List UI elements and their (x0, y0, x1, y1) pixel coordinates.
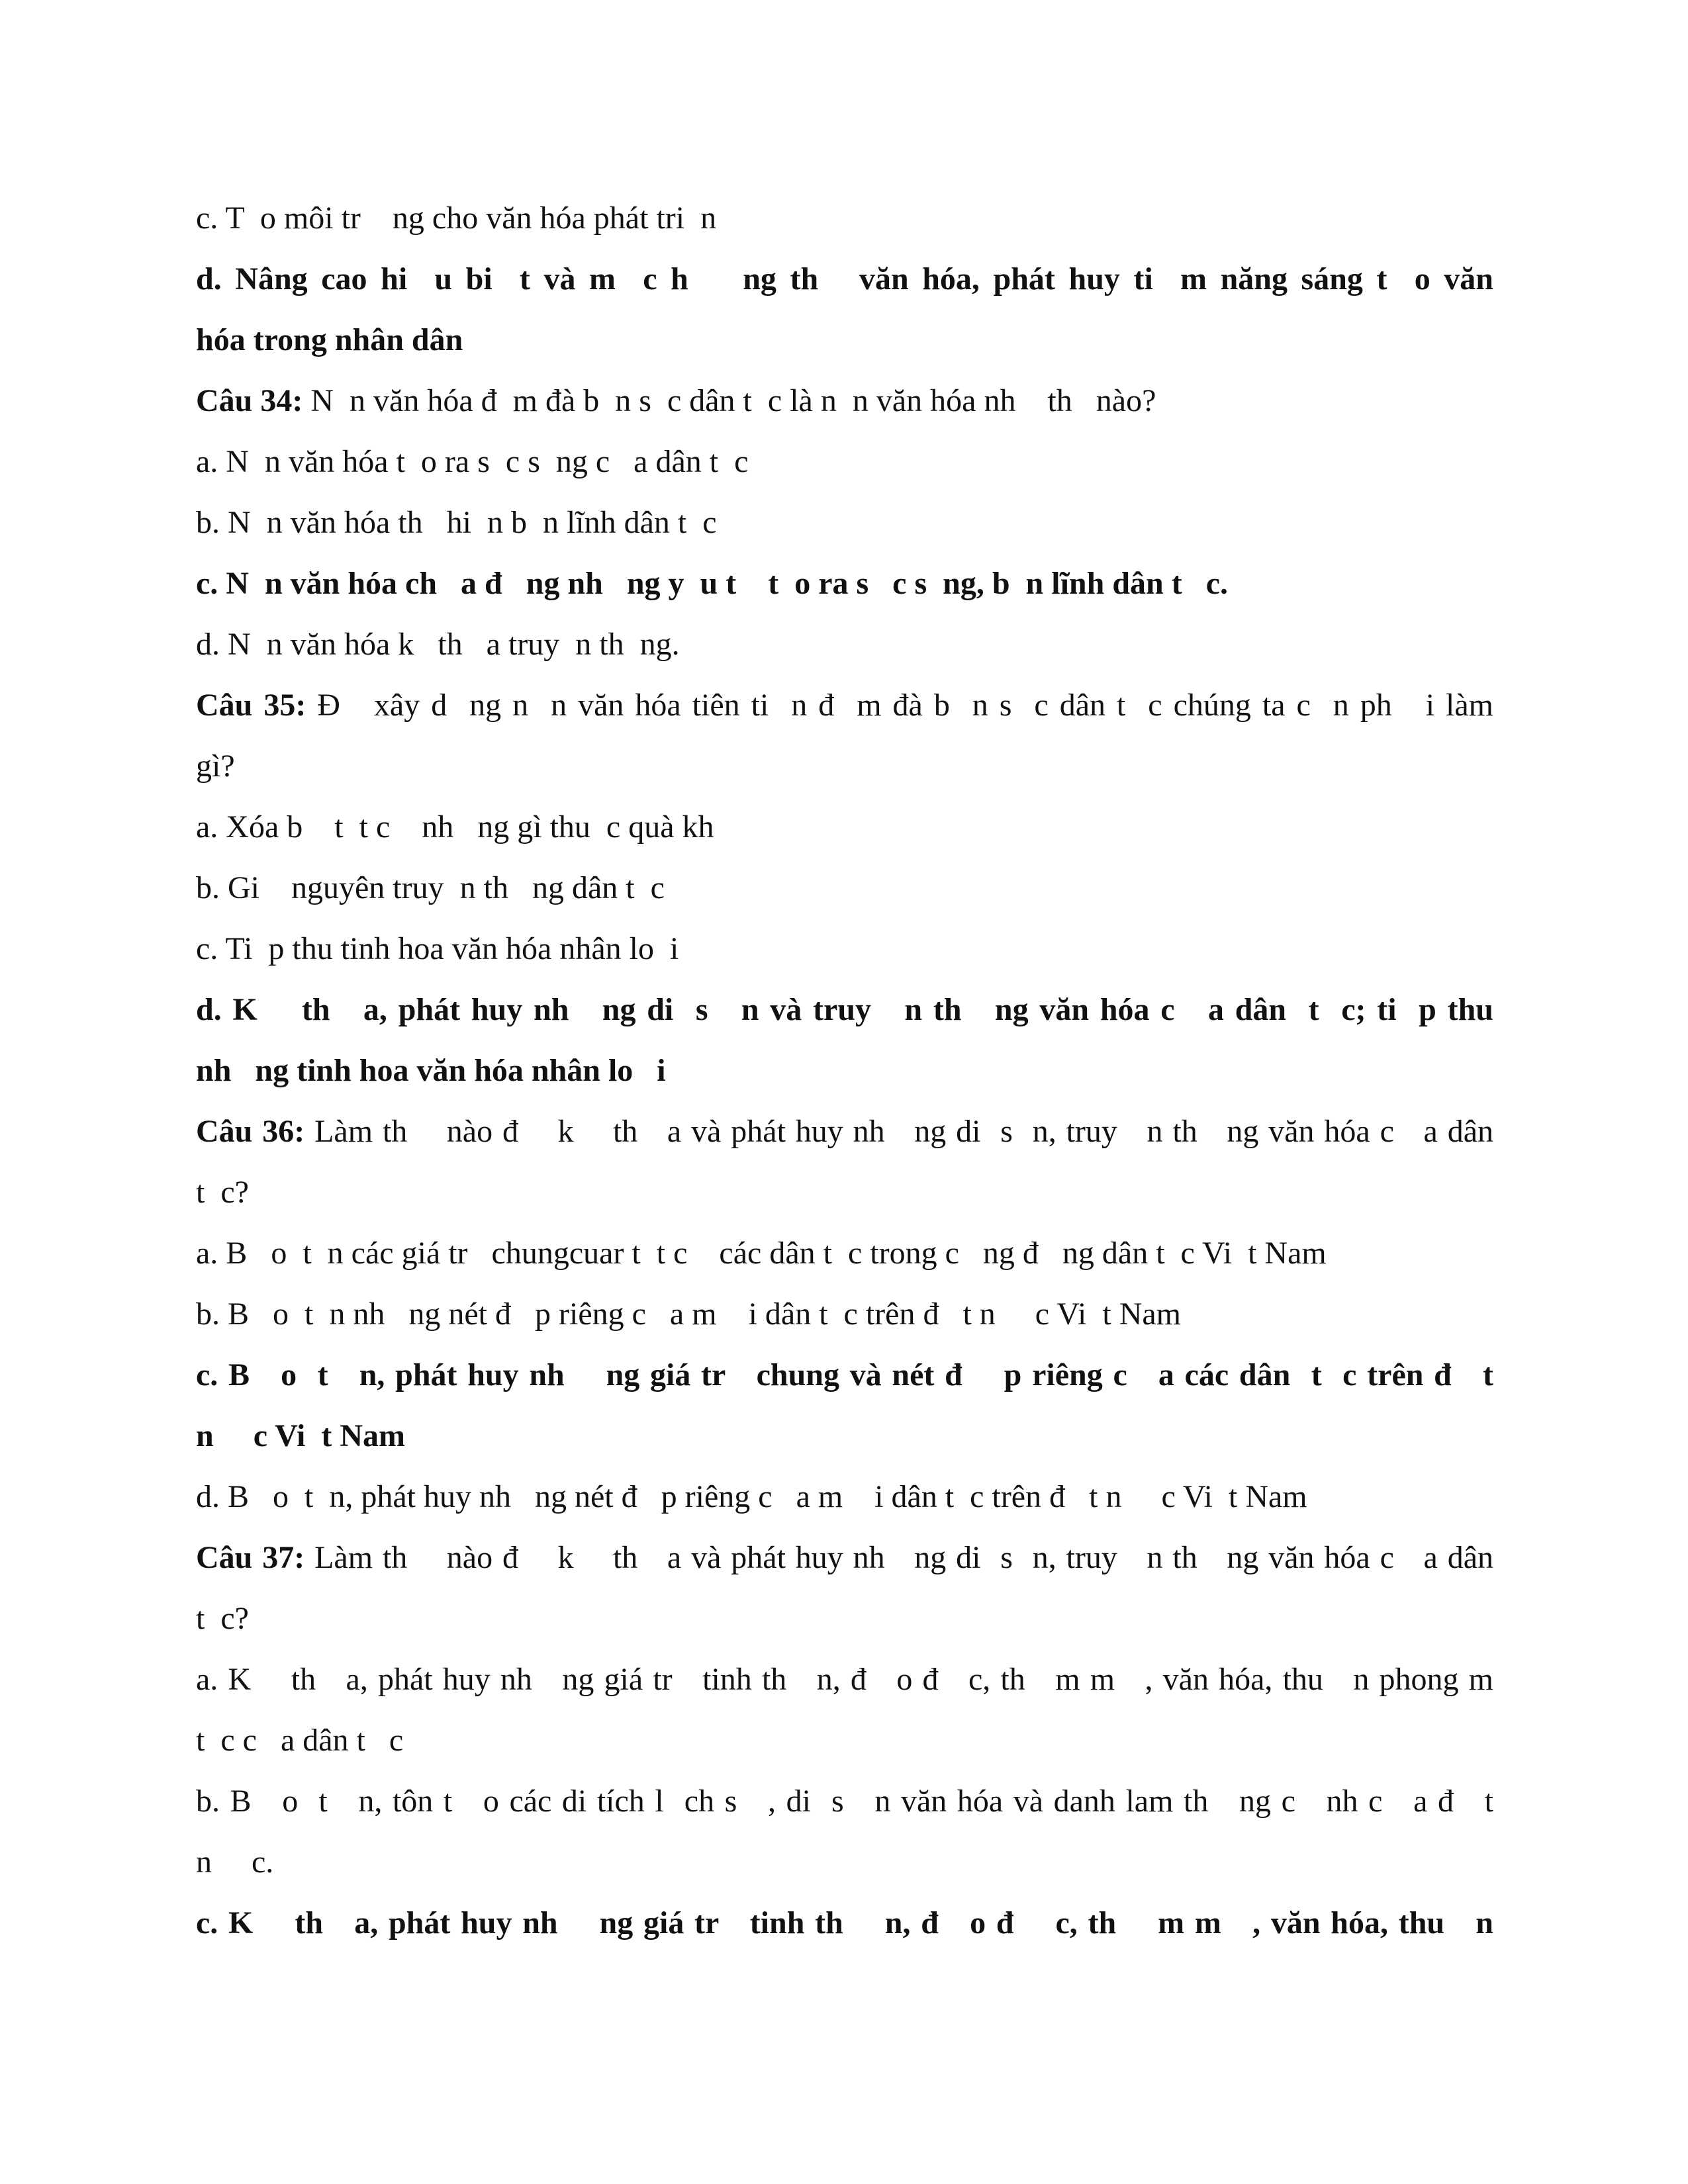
answer-a-q34: a. N n văn hóa t o ra s c s ng c a dân t c (196, 444, 749, 479)
question-label: Câu 37: (196, 1540, 305, 1575)
answer-d-q36: d. B o t n, phát huy nh ng nét đ p riêng c a m i dân t c trên đ t n c Vi t Nam (196, 1479, 1307, 1514)
question-34 (196, 381, 1493, 421)
question-text: Làm th nào đ k th a và phát huy nh ng di s n, truy n th ng văn hóa c a dân (305, 1114, 1494, 1149)
question-36 (196, 1112, 1493, 1152)
answer-a-q36: a. B o t n các giá tr chungcuar t t c các dân t c trong c ng đ ng dân t c Vi t Nam (196, 1236, 1327, 1271)
question-label: Câu 36: (196, 1114, 305, 1149)
answer-a-q35: a. Xóa b t t c nh ng gì thu c quà kh (196, 809, 714, 844)
answer-a-q37: a. K th a, phát huy nh ng giá tr tinh th n, đ o đ c, th m m , văn hóa, thu n phong m (196, 1662, 1493, 1697)
answer-d-q35-correct: d. K th a, phát huy nh ng di s n và truy n th ng văn hóa c a dân t c; ti p thu (196, 992, 1493, 1027)
question-text: Làm th nào đ k th a và phát huy nh ng di s n, truy n th ng văn hóa c a dân (305, 1540, 1494, 1575)
answer-b-q35: b. Gi nguyên truy n th ng dân t c (196, 870, 665, 905)
question-36-cont: t c? (196, 1175, 249, 1210)
answer-b-q34: b. N n văn hóa th hi n b n lĩnh dân t c (196, 505, 717, 540)
answer-d-q33-correct-cont: hóa trong nhân dân (196, 322, 463, 357)
question-35 (196, 686, 1493, 725)
answer-b-q37-cont: n c. (196, 1844, 274, 1880)
answer-b-q36: b. B o t n nh ng nét đ p riêng c a m i dân t c trên đ t n c Vi t Nam (196, 1297, 1181, 1332)
answer-c-q35: c. Ti p thu tinh hoa văn hóa nhân lo i (196, 931, 679, 966)
answer-c-q36-correct-cont: n c Vi t Nam (196, 1418, 405, 1453)
answer-d-q35-correct-cont: nh ng tinh hoa văn hóa nhân lo i (196, 1053, 666, 1088)
answer-c-q34-correct: c. N n văn hóa ch a đ ng nh ng y u t t o ra s c s ng, b n lĩnh dân t c. (196, 566, 1228, 601)
question-text: N n văn hóa đ m đà b n s c dân t c là n n văn hóa nh th nào? (303, 383, 1156, 418)
question-label: Câu 34: (196, 383, 303, 418)
question-37 (196, 1538, 1493, 1578)
answer-d-q33-correct: d. Nâng cao hi u bi t và m c h ng th văn hóa, phát huy ti m năng sáng t o văn (196, 261, 1493, 296)
question-text: Đ xây d ng n n văn hóa tiên ti n đ m đà b n s c dân t c chúng ta c n ph i làm (306, 688, 1494, 723)
answer-c-q36-correct: c. B o t n, phát huy nh ng giá tr chung và nét đ p riêng c a các dân t c trên đ t (196, 1357, 1493, 1392)
answer-c-q33: c. T o môi tr ng cho văn hóa phát tri n (196, 201, 717, 236)
question-label: Câu 35: (196, 688, 306, 723)
question-37-cont: t c? (196, 1601, 249, 1636)
answer-a-q37-cont: t c c a dân t c (196, 1723, 404, 1758)
question-35-cont: gì? (196, 749, 235, 784)
answer-d-q34: d. N n văn hóa k th a truy n th ng. (196, 627, 680, 662)
answer-b-q37: b. B o t n, tôn t o các di tích l ch s , di s n văn hóa và danh lam th ng c nh c a đ t (196, 1784, 1493, 1819)
answer-c-q37-correct: c. K th a, phát huy nh ng giá tr tinh th n, đ o đ c, th m m , văn hóa, thu n (196, 1905, 1493, 1940)
